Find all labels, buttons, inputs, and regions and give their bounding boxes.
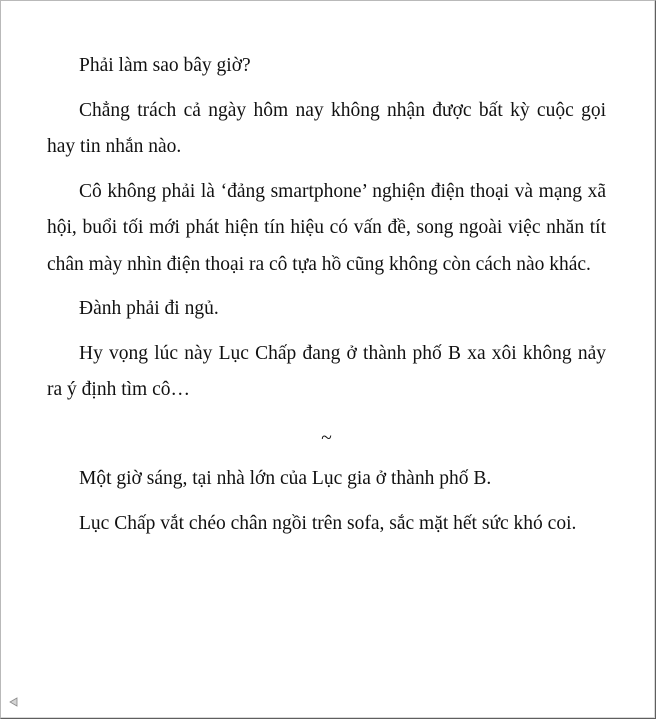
paragraph: Đành phải đi ngủ.	[79, 298, 219, 319]
paragraph: Lục Chấp vắt chéo chân ngồi trên sofa, sắc mặt hết sức khó coi.	[79, 512, 577, 534]
document-body	[47, 48, 606, 550]
paragraph: Một giờ sáng, tại nhà lớn của Lục gia ở thành phố B.	[79, 468, 492, 489]
paragraph: Chẳng trách cả ngày hôm nay không nhận được bất kỳ cuộc gọi hay tin nhắn nào.	[47, 99, 606, 157]
paragraph: Phải làm sao bây giờ?	[79, 55, 251, 76]
paragraph: Cô không phải là ‘đảng smartphone’ nghiện điện thoại và mạng xã hội, buổi tối mới phát hiện tín hiệu có vấn đề, song ngoài việc nhăn tít chân mày nhìn điện thoại ra cô tựa hồ cũng không còn cách nào khác.	[47, 180, 606, 275]
arrow-left-icon[interactable]	[9, 697, 19, 707]
paragraph: Hy vọng lúc này Lục Chấp đang ở thành phố B xa xôi không nảy ra ý định tìm cô…	[47, 342, 606, 400]
section-separator: ~	[321, 427, 332, 449]
